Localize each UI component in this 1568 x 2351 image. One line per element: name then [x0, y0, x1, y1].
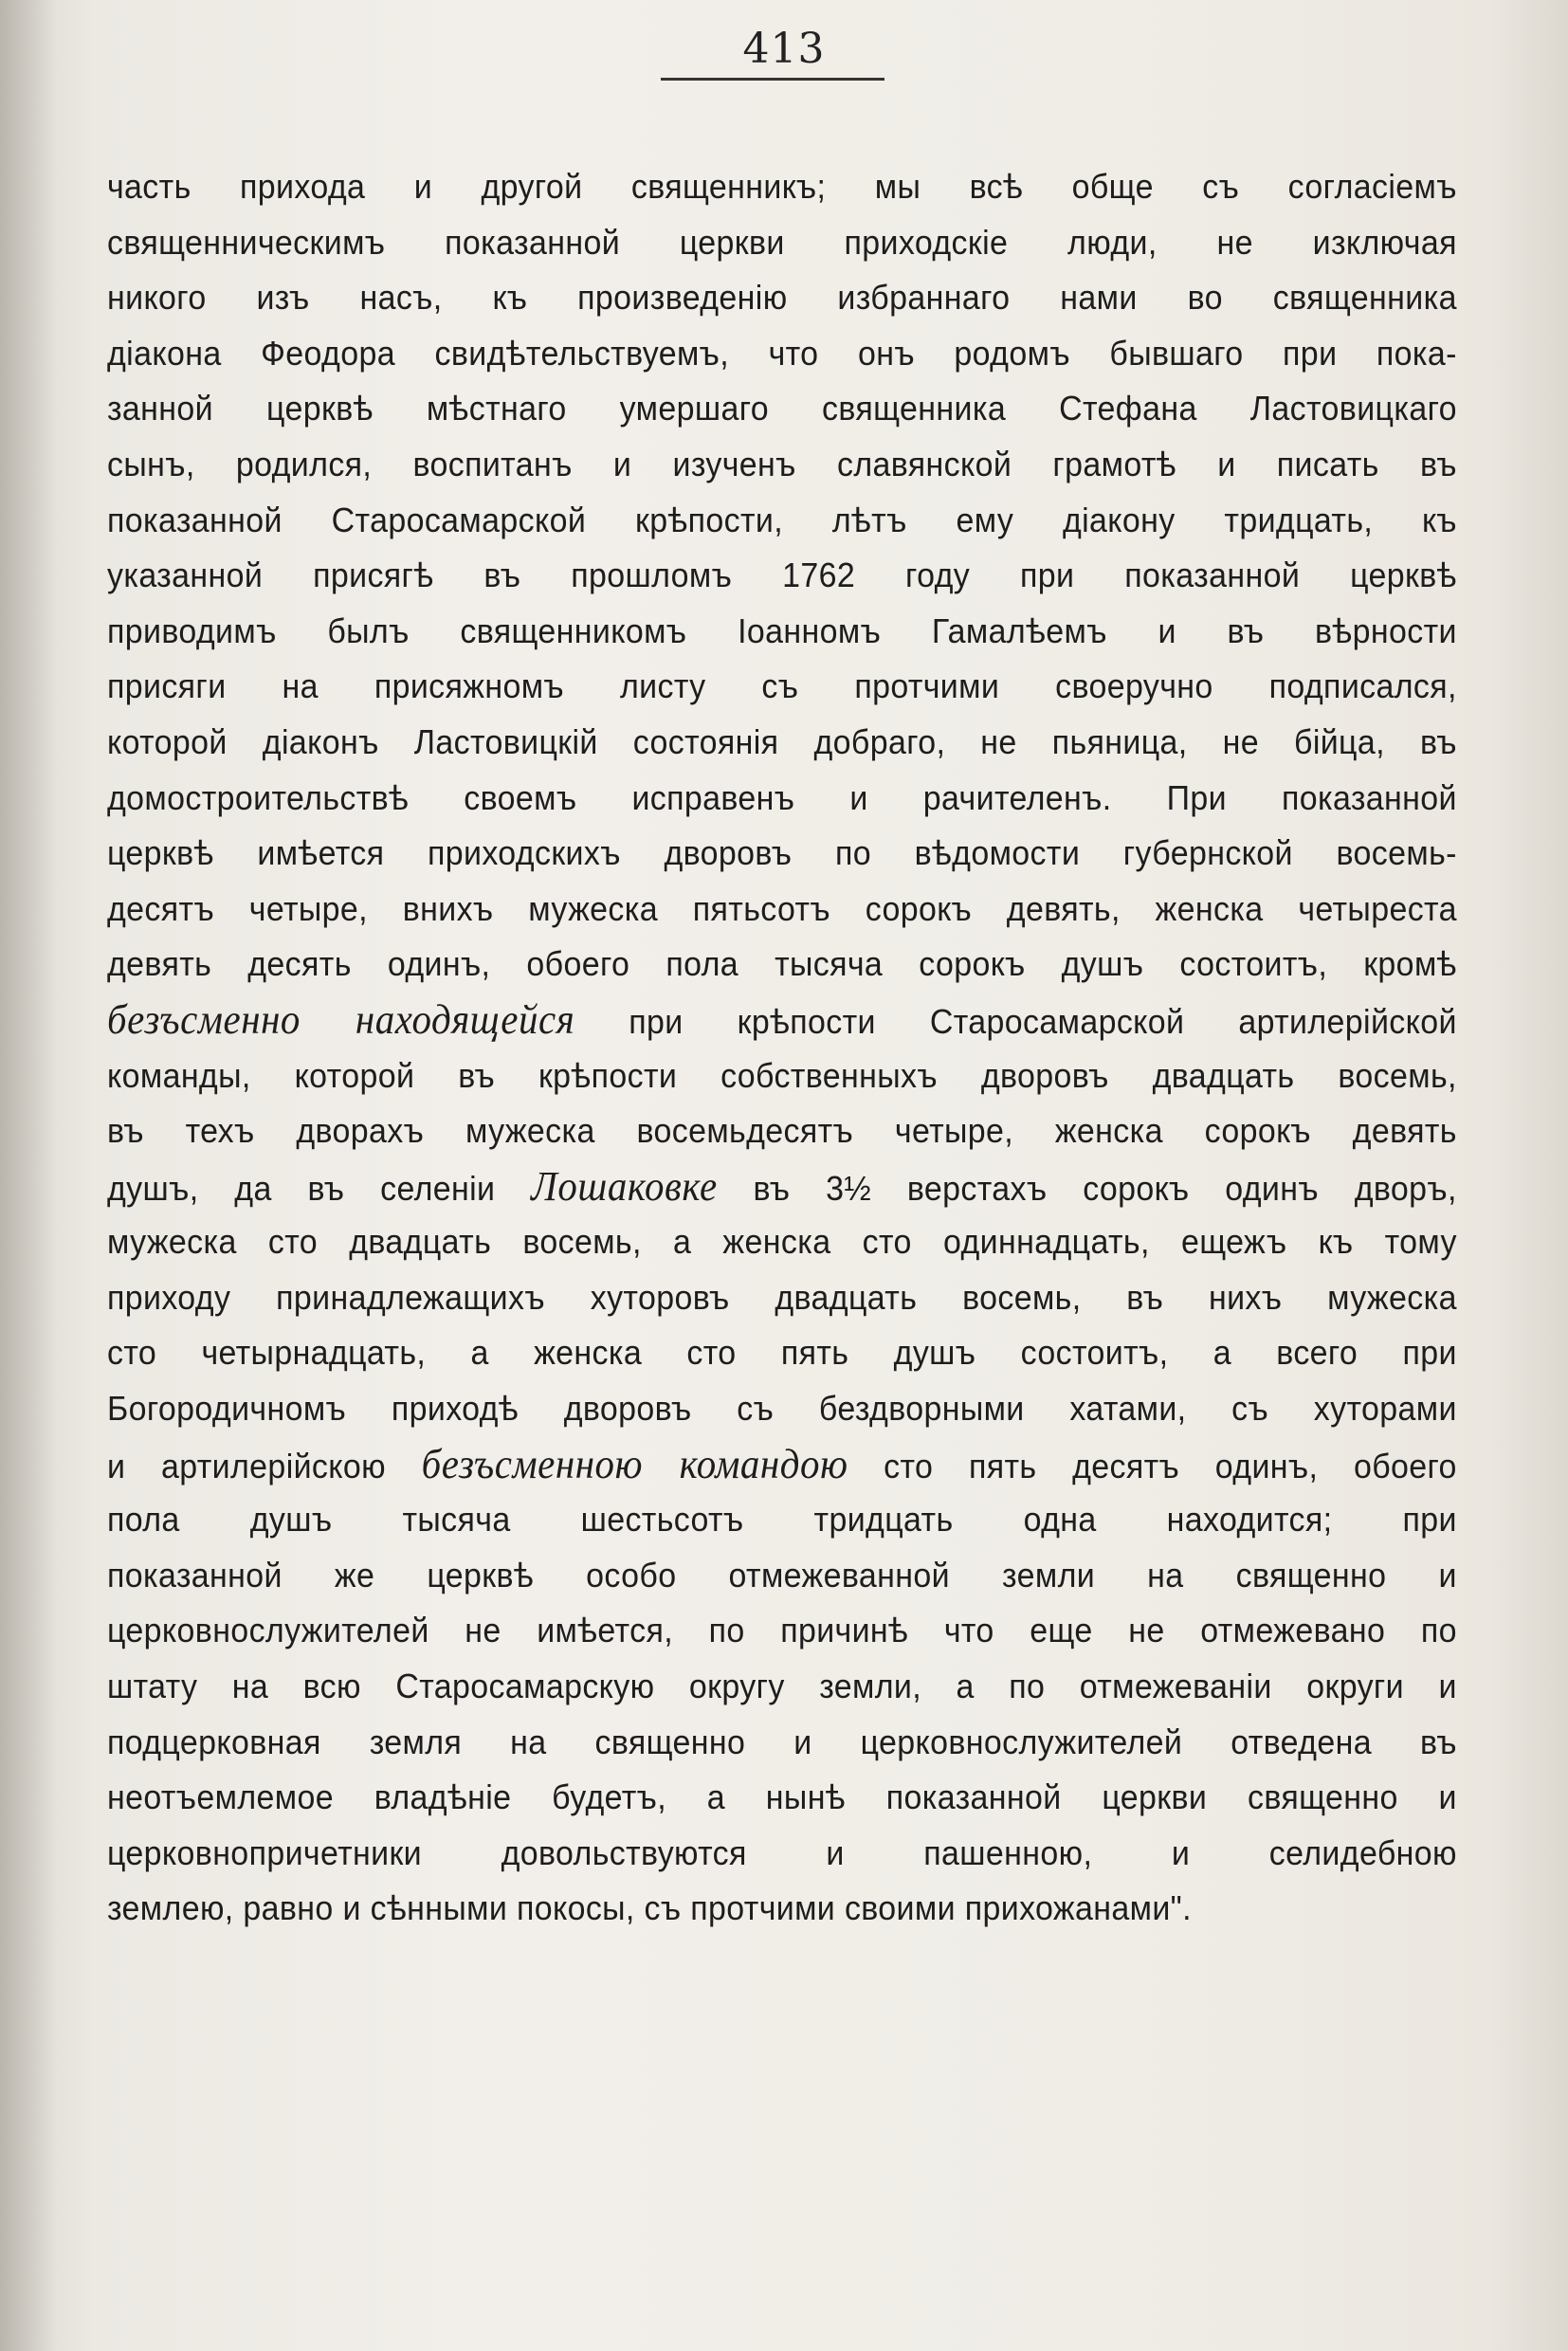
text-segment: церквѣ имѣется приходскихъ дворовъ по вѣдомости губернской восемь- — [107, 833, 1457, 873]
text-segment: которой діаконъ Ластовицкій состоянія добраго, не пьяница, не бійца, въ — [107, 721, 1457, 761]
text-segment: землею, равно и сѣнными покосы, съ протчими своими прихожанами". — [107, 1888, 1192, 1928]
text-line — [107, 826, 1457, 882]
italic-phrase: безъсменною командою — [421, 1440, 848, 1487]
text-segment: присяги на присяжномъ листу съ протчими своеручно подписался, — [107, 666, 1457, 706]
text-segment: приходу принадлежащихъ хуторовъ двадцать восемь, въ нихъ мужеска — [107, 1277, 1457, 1317]
text-segment: въ 3½ верстахъ сорокъ одинъ дворъ, — [717, 1168, 1457, 1208]
text-line — [107, 215, 1457, 271]
text-segment: домостроительствѣ своемъ исправенъ и рачителенъ. При показанной — [107, 777, 1457, 817]
text-line — [107, 1214, 1457, 1270]
text-segment: сынъ, родился, воспитанъ и изученъ славянской грамотѣ и писать въ — [107, 444, 1457, 483]
text-segment: и артилерійскою — [107, 1446, 422, 1485]
text-line — [107, 1325, 1457, 1381]
text-line — [107, 993, 1457, 1048]
text-segment: церковнопричетники довольствуются и пашенною, и селидебною — [107, 1832, 1457, 1872]
text-line — [107, 604, 1457, 660]
text-segment: десятъ четыре, вниxъ мужеска пятьсотъ сорокъ девять, женска четыреста — [107, 888, 1457, 928]
text-segment: указанной присягѣ въ прошломъ 1762 году при показанной церквѣ — [107, 556, 1457, 595]
text-segment: часть прихода и другой священникъ; мы всѣ обще съ согласіемъ — [107, 167, 1457, 206]
text-line — [107, 659, 1457, 715]
italic-phrase: безъсменно находящейся — [107, 995, 575, 1043]
text-line — [107, 159, 1457, 215]
text-line — [107, 326, 1457, 382]
text-line — [107, 1881, 1457, 1937]
text-segment: подцерковная земля на священно и церковнослужителей отведена въ — [107, 1722, 1457, 1761]
text-line — [107, 270, 1457, 326]
text-segment: въ техъ дворахъ мужеска восемьдесятъ четыре, женска сорокъ девять — [107, 1111, 1457, 1151]
text-segment: девять десять одинъ, обоего пола тысяча сорокъ душъ состоитъ, кромѣ — [107, 944, 1457, 984]
text-segment: Богородичномъ приходѣ дворовъ съ бездворными хатами, съ хуторами — [107, 1389, 1457, 1429]
text-line — [107, 1103, 1457, 1159]
text-line — [107, 1437, 1457, 1493]
text-segment: показанной Старосамарской крѣпости, лѣтъ ему діакону тридцать, къ — [107, 500, 1457, 539]
text-line — [107, 493, 1457, 549]
italic-phrase: Лошаковке — [531, 1162, 718, 1210]
text-line — [107, 1603, 1457, 1659]
text-segment: при крѣпости Старосамарской артилерійской — [574, 1001, 1457, 1041]
text-line — [107, 1270, 1457, 1326]
text-segment: діакона Феодора свидѣтельствуемъ, что онъ родомъ бывшаго при пока- — [107, 333, 1457, 373]
text-segment: приводимъ былъ священникомъ Іоанномъ Гамалѣемъ и въ вѣрности — [107, 611, 1457, 650]
text-line — [107, 771, 1457, 827]
text-line — [107, 1492, 1457, 1548]
text-segment: показанной же церквѣ особо отмежеванной земли на священно и — [107, 1555, 1457, 1595]
text-segment: никого изъ насъ, къ произведенію избраннаго нами во священника — [107, 278, 1457, 318]
text-segment: пола душъ тысяча шестьсотъ тридцать одна находится; при — [107, 1500, 1457, 1540]
text-line — [107, 715, 1457, 771]
text-line — [107, 381, 1457, 437]
text-line — [107, 1770, 1457, 1826]
text-line — [107, 1548, 1457, 1604]
text-line — [107, 1159, 1457, 1215]
text-segment: занной церквѣ мѣстнаго умершаго священника Стефана Ластовицкаго — [107, 389, 1457, 428]
page-number-rule — [661, 78, 884, 81]
text-segment: душъ, да въ селеніи — [107, 1168, 532, 1208]
body-text — [107, 159, 1457, 1937]
text-segment: сто четырнадцать, а женска сто пять душъ состоитъ, а всего при — [107, 1333, 1457, 1373]
text-segment: священническимъ показанной церкви приходскіе люди, не изключая — [107, 222, 1457, 262]
text-segment: неотъемлемое владѣніе будетъ, а нынѣ показанной церкви священно и — [107, 1777, 1457, 1817]
text-line — [107, 1659, 1457, 1715]
text-segment: мужеска сто двадцать восемь, а женска сто одиннадцать, ещежъ къ тому — [107, 1222, 1457, 1262]
text-line — [107, 937, 1457, 993]
text-line — [107, 1048, 1457, 1104]
text-segment: команды, которой въ крѣпости собственныхъ дворовъ двадцать восемь, — [107, 1055, 1457, 1095]
text-line — [107, 882, 1457, 938]
text-line — [107, 1715, 1457, 1771]
text-line — [107, 1826, 1457, 1882]
text-segment: сто пять десятъ одинъ, обоего — [848, 1446, 1457, 1485]
text-line — [107, 1381, 1457, 1437]
binding-shadow — [0, 0, 57, 2351]
text-line — [107, 437, 1457, 493]
text-line — [107, 548, 1457, 604]
text-segment: штату на всю Старосамарскую округу земли, а по отмежеваніи округи и — [107, 1667, 1457, 1706]
text-segment: церковнослужителей не имѣется, по причинѣ что еще не отмежевано по — [107, 1611, 1457, 1650]
page-number: 413 — [742, 25, 826, 73]
